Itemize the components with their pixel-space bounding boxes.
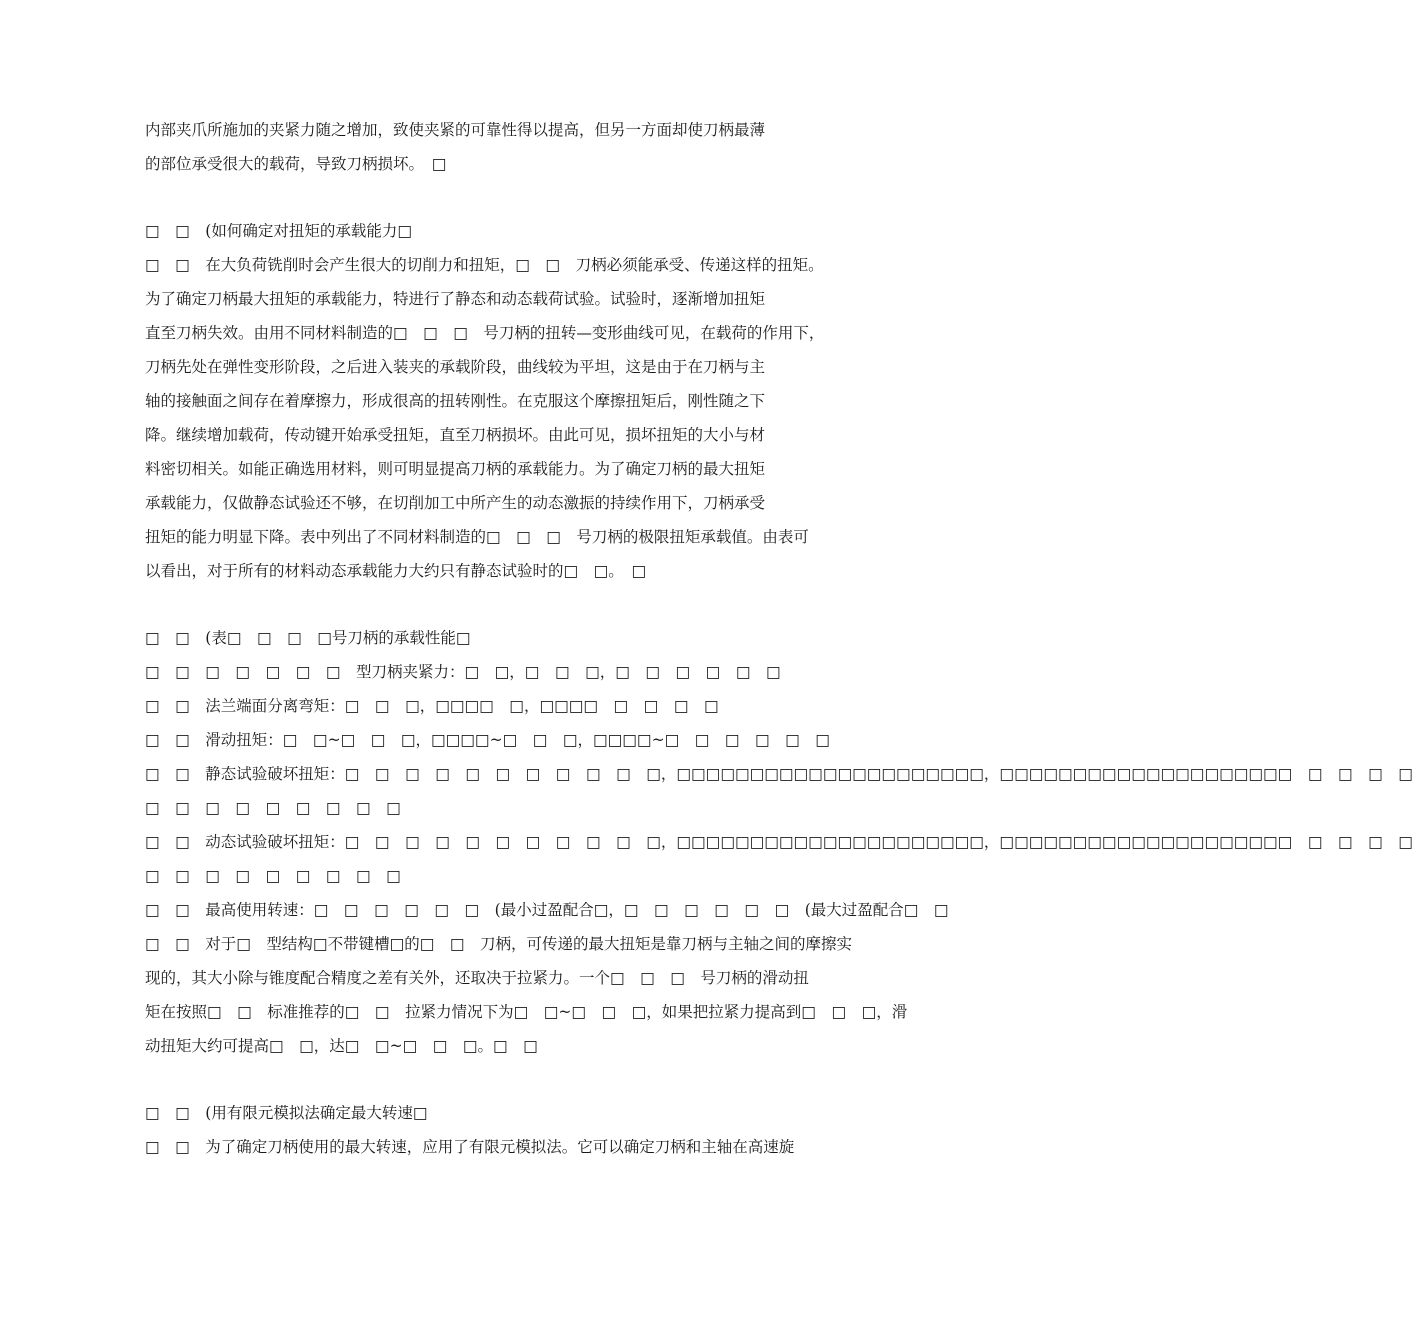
table-row: □ □ 动态试验破坏扭矩：□ □ □ □ □ □ □ □ □ □ □，□□□□□□□□□□□□□□□□□□□□□，□□□□□□□□□□□□□□□□□□□□ □ □ □ □ — [145, 833, 1413, 851]
paragraph-line: □ □ 为了确定刀柄使用的最大转速，应用了有限元模拟法。它可以确定刀柄和主轴在高速旋 — [145, 1138, 795, 1156]
paragraph-line: 动扭矩大约可提高□ □，达□ □~□ □ □。□ □ — [145, 1037, 538, 1055]
paragraph-line: 料密切相关。如能正确选用材料，则可明显提高刀柄的承载能力。为了确定刀柄的最大扭矩 — [145, 460, 766, 478]
paragraph-line: 为了确定刀柄最大扭矩的承载能力，特进行了静态和动态载荷试验。试验时，逐渐增加扭矩 — [145, 290, 766, 308]
paragraph-line: 承载能力，仅做静态试验还不够，在切削加工中所产生的动态激振的持续作用下，刀柄承受 — [145, 494, 766, 512]
paragraph-line: 轴的接触面之间存在着摩擦力，形成很高的扭转刚性。在克服这个摩擦扭矩后，刚性随之下 — [145, 392, 766, 410]
paragraph-line: 刀柄先处在弹性变形阶段，之后进入装夹的承载阶段，曲线较为平坦，这是由于在刀柄与主 — [145, 358, 766, 376]
paragraph-line: 现的，其大小除与锥度配合精度之差有关外，还取决于拉紧力。一个□ □ □ 号刀柄的滑动扭 — [145, 969, 809, 987]
paragraph-line: □ □ 在大负荷铣削时会产生很大的切削力和扭矩，□ □ 刀柄必须能承受、传递这样的扭矩。 — [145, 256, 824, 274]
table-row: □ □ 法兰端面分离弯矩：□ □ □，□□□□ □，□□□□ □ □ □ □ — [145, 697, 719, 715]
document-page — [145, 120, 1413, 1171]
paragraph-line: 矩在按照□ □ 标准推荐的□ □ 拉紧力情况下为□ □~□ □ □，如果把拉紧力提高到□ □ □，滑 — [145, 1003, 908, 1021]
section-heading: □ □ (如何确定对扭矩的承载能力□ — [145, 222, 412, 240]
table-caption: □ □ (表□ □ □ □号刀柄的承载性能□ — [145, 629, 471, 647]
paragraph-line: 以看出，对于所有的材料动态承载能力大约只有静态试验时的□ □。 □ — [145, 562, 647, 580]
paragraph-line: 的部位承受很大的载荷，导致刀柄损坏。 □ — [145, 155, 447, 173]
table-row: □ □ 最高使用转速：□ □ □ □ □ □ (最小过盈配合□，□ □ □ □ □ □ (最大过盈配合□ □ — [145, 901, 949, 919]
table-row: □ □ □ □ □ □ □ □ □ — [145, 799, 401, 817]
table-row: □ □ □ □ □ □ □ 型刀柄夹紧力：□ □，□ □ □，□ □ □ □ □ □ — [145, 663, 781, 681]
paragraph-line: 降。继续增加载荷，传动键开始承受扭矩，直至刀柄损坏。由此可见，损坏扭矩的大小与材 — [145, 426, 766, 444]
paragraph-line: □ □ 对于□ 型结构□不带键槽□的□ □ 刀柄，可传递的最大扭矩是靠刀柄与主轴之间的摩擦实 — [145, 935, 853, 953]
paragraph-line: 内部夹爪所施加的夹紧力随之增加，致使夹紧的可靠性得以提高，但另一方面却使刀柄最薄 — [145, 121, 766, 139]
table-row: □ □ 滑动扭矩：□ □~□ □ □，□□□□~□ □ □，□□□□~□ □ □ □ □ □ — [145, 731, 830, 749]
table-row: □ □ 静态试验破坏扭矩：□ □ □ □ □ □ □ □ □ □ □，□□□□□□□□□□□□□□□□□□□□□，□□□□□□□□□□□□□□□□□□□□ □ □ □ □ — [145, 765, 1413, 783]
table-row: □ □ □ □ □ □ □ □ □ — [145, 867, 401, 885]
paragraph-line: 直至刀柄失效。由用不同材料制造的□ □ □ 号刀柄的扭转—变形曲线可见，在载荷的作用下， — [145, 324, 825, 342]
section-heading: □ □ (用有限元模拟法确定最大转速□ — [145, 1104, 428, 1122]
paragraph-line: 扭矩的能力明显下降。表中列出了不同材料制造的□ □ □ 号刀柄的极限扭矩承载值。由表可 — [145, 528, 809, 546]
